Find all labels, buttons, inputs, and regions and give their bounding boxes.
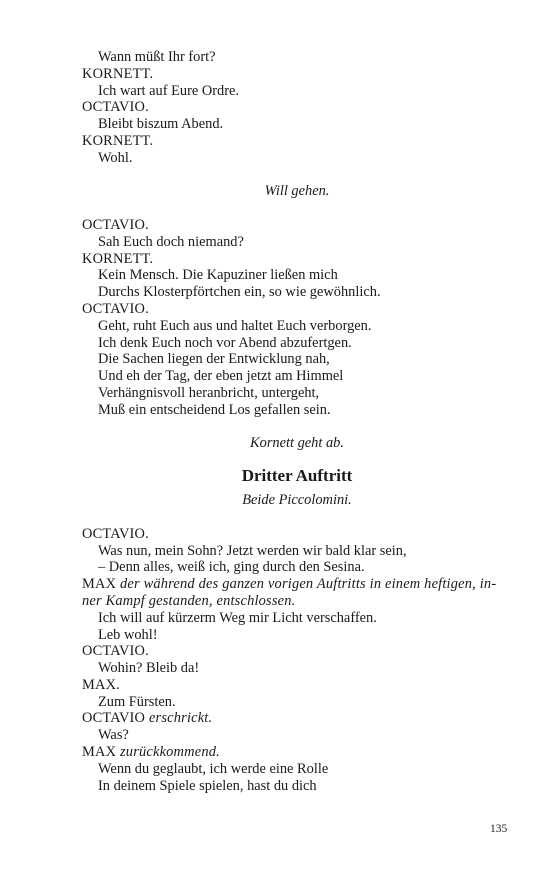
verse-line: Die Sachen liegen der Entwicklung nah,: [98, 351, 330, 368]
verse-line: Leb wohl!: [98, 626, 158, 643]
verse-line: – Denn alles, weiß ich, ging durch den Sesina.: [98, 559, 365, 576]
scene-heading: Dritter Auftritt: [241, 466, 353, 486]
verse-line: Was?: [98, 727, 129, 744]
speaker-name: MAX: [82, 744, 117, 761]
verse-line: Und eh der Tag, der eben jetzt am Himmel: [98, 368, 344, 385]
stage-direction: Kornett geht ab.: [250, 435, 344, 452]
verse-line: Zum Fürsten.: [98, 693, 176, 710]
page-number: 135: [490, 823, 508, 835]
verse-line: Wann müßt Ihr fort?: [98, 49, 216, 65]
spacer: [82, 200, 512, 217]
verse-line: Ich denk Euch noch vor Abend abzufertgen.: [98, 334, 352, 351]
verse-line: Ich wart auf Eure Ordre.: [98, 82, 240, 99]
verse-line: Durchs Klosterpförtchen ein, so wie gewöhnlich.: [98, 284, 381, 301]
spacer: [82, 167, 512, 184]
play-text: [82, 49, 512, 794]
verse-line: Muß ein entscheidend Los gefallen sein.: [98, 401, 331, 418]
speaker-name: KORNETT.: [82, 250, 154, 267]
verse-line: Ich will auf kürzerm Weg mir Licht verschaffen.: [98, 609, 377, 626]
verse-line: Wohl.: [98, 149, 133, 166]
stage-direction: Will gehen.: [264, 183, 330, 200]
speaker-with-direction: [82, 744, 512, 761]
verse-line: In deinem Spiele spielen, hast du dich: [98, 777, 317, 794]
speaker-name: OCTAVIO.: [82, 643, 149, 660]
speaker-name: KORNETT.: [82, 65, 154, 82]
speaker-name: MAX: [82, 576, 117, 593]
spacer: [82, 509, 512, 526]
speaker-name: OCTAVIO.: [82, 216, 149, 233]
speaker-name: OCTAVIO: [82, 710, 146, 727]
verse-line: Wenn du geglaubt, ich werde eine Rolle: [98, 760, 329, 777]
verse-line: Bleibt biszum Abend.: [98, 116, 224, 133]
stage-direction: zurückkommend.: [120, 744, 220, 761]
verse-line: Geht, ruht Euch aus und haltet Euch verborgen.: [98, 317, 372, 334]
verse-line: Was nun, mein Sohn? Jetzt werden wir bald klar sein,: [98, 542, 407, 559]
speaker-name: OCTAVIO.: [82, 300, 149, 317]
speaker-name: OCTAVIO.: [82, 525, 149, 542]
spacer: [82, 419, 512, 436]
stage-direction: der während des ganzen vorigen Auftritts in einem heftigen, in-: [120, 576, 497, 593]
verse-line: Verhängnisvoll heranbricht, untergeht,: [98, 384, 320, 401]
speaker-name: MAX.: [82, 676, 120, 693]
speaker-with-direction: [82, 576, 512, 593]
verse-line: Sah Euch doch niemand?: [98, 233, 244, 250]
speaker-name: OCTAVIO.: [82, 99, 149, 116]
verse-line: Kein Mensch. Die Kapuziner ließen mich: [98, 267, 338, 284]
verse-line: Wohin? Bleib da!: [98, 660, 200, 677]
speaker-name: KORNETT.: [82, 132, 154, 149]
stage-direction: ner Kampf gestanden, entschlossen.: [82, 592, 296, 609]
stage-direction: erschrickt.: [148, 710, 213, 727]
stage-direction: Beide Piccolomini.: [242, 492, 352, 509]
speaker-with-direction: [82, 710, 512, 727]
